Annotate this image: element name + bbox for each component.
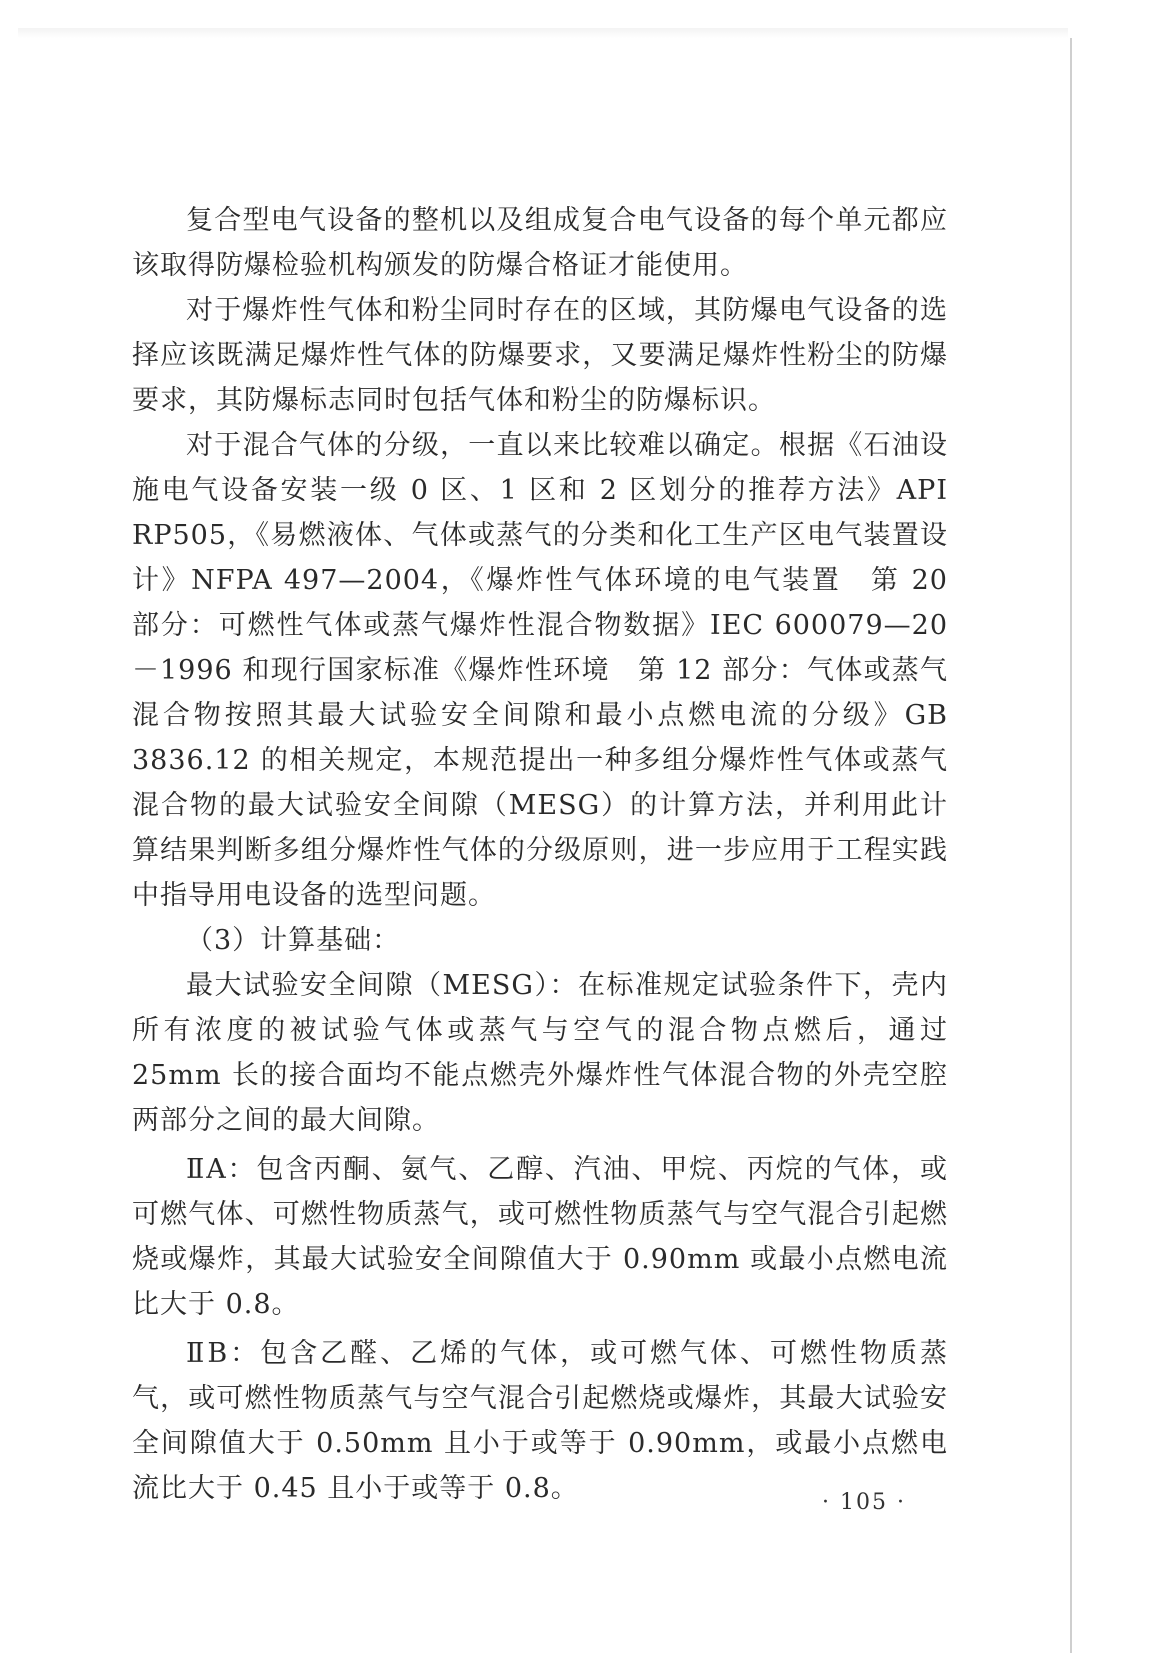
paragraph-class-iib: ⅡB：包含乙醛、乙烯的气体，或可燃气体、可燃性物质蒸气，或可燃性物质蒸气与空气混合引起燃烧或爆炸，其最大试验安全间隙值大于 0.50mm 且小于或等于 0.90mm，或最小点燃电流比大于 0.45 且小于或等于 0.8。 <box>132 1338 948 1504</box>
paragraph-calculation-basis-heading: （3）计算基础： <box>186 925 401 956</box>
paragraph-class-iia: ⅡA：包含丙酮、氨气、乙醇、汽油、甲烷、丙烷的气体，或可燃气体、可燃性物质蒸气，或可燃性物质蒸气与空气混合引起燃烧或爆炸，其最大试验安全间隙值大于 0.90mm 或最小点燃电流比大于 0.8。 <box>132 1154 948 1320</box>
page-scan-right-edge <box>1070 38 1072 1653</box>
page-scan-top-edge <box>18 28 1068 38</box>
paragraph-gas-dust-area: 对于爆炸性气体和粉尘同时存在的区域，其防爆电气设备的选择应该既满足爆炸性气体的防爆要求，又要满足爆炸性粉尘的防爆要求，其防爆标志同时包括气体和粉尘的防爆标识。 <box>132 295 948 416</box>
page-number: · 105 · <box>822 1490 906 1515</box>
page-body <box>132 198 948 1511</box>
paragraph-composite-equipment: 复合型电气设备的整机以及组成复合电气设备的每个单元都应该取得防爆检验机构颁发的防爆合格证才能使用。 <box>132 205 948 281</box>
paragraph-mesg-definition: 最大试验安全间隙（MESG）：在标准规定试验条件下，壳内所有浓度的被试验气体或蒸气与空气的混合物点燃后，通过 25mm 长的接合面均不能点燃壳外爆炸性气体混合物的外壳空腔两部分之间的最大间隙。 <box>132 970 948 1136</box>
paragraph-mixed-gas-classification: 对于混合气体的分级，一直以来比较难以确定。根据《石油设施电气设备安装一级 0 区、1 区和 2 区划分的推荐方法》API RP505，《易燃液体、气体或蒸气的分类和化工生产区电气装置设计》NFPA 497—2004，《爆炸性气体环境的电气装置 第 20 部分：可燃性气体或蒸气爆炸性混合物数据》IEC 600079—20－1996 和现行国家标准《爆炸性环境 第 12 部分：气体或蒸气混合物按照其最大试验安全间隙和最小点燃电流的分级》GB 3836.12 的相关规定，本规范提出一种多组分爆炸性气体或蒸气混合物的最大试验安全间隙（MESG）的计算方法，并利用此计算结果判断多组分爆炸性气体的分级原则，进一步应用于工程实践中指导用电设备的选型问题。 <box>132 430 948 911</box>
